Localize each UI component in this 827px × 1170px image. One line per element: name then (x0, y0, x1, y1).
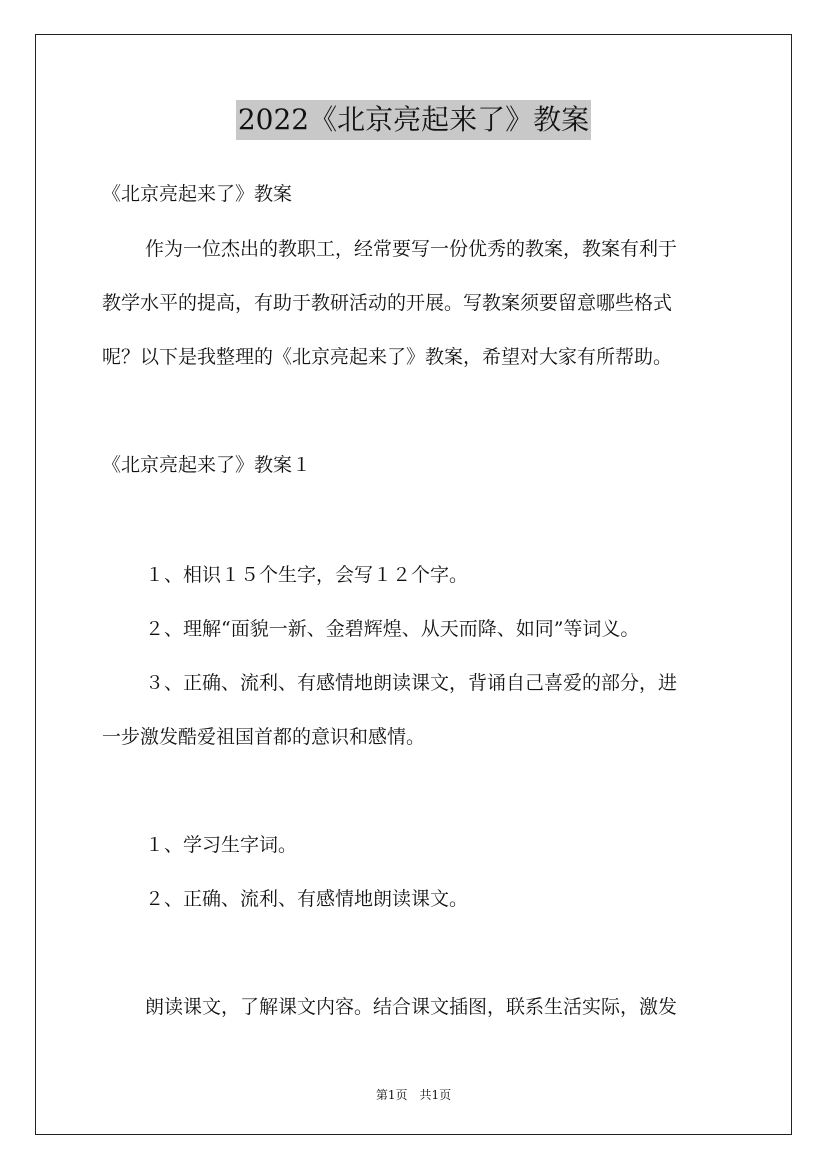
key-point-line-2: ２、正确、流利、有感情地朗读课文。 (145, 888, 469, 910)
method-line: 朗读课文，了解课文内容。结合课文插图，联系生活实际，激发 (145, 996, 678, 1018)
intro-line-2: 教学水平的提高，有助于教研活动的开展。写教案须要留意哪些格式 (102, 292, 673, 314)
document-subtitle: 《北京亮起来了》教案 (102, 183, 293, 205)
key-point-line-1: １、学习生字词。 (145, 834, 298, 856)
intro-line-3: 呢？以下是我整理的《北京亮起来了》教案，希望对大家有所帮助。 (102, 346, 673, 368)
intro-line-1: 作为一位杰出的教职工，经常要写一份优秀的教案，教案有利于 (145, 238, 678, 260)
goal-line-1: １、相识１５个生字，会写１２个字。 (145, 564, 469, 586)
section-heading: 《北京亮起来了》教案１ (102, 454, 312, 476)
document-title: 2022《北京亮起来了》教案 (236, 100, 591, 140)
title-container (0, 100, 827, 140)
goal-line-3: ３、正确、流利、有感情地朗读课文，背诵自己喜爱的部分，进 (145, 672, 678, 694)
page-footer: 第1页 共1页 (375, 1088, 452, 1102)
goal-line-4: 一步激发酷爱祖国首都的意识和感情。 (102, 726, 426, 748)
goal-line-2: ２、理解“面貌一新、金碧辉煌、从天而降、如同”等词义。 (145, 618, 640, 640)
